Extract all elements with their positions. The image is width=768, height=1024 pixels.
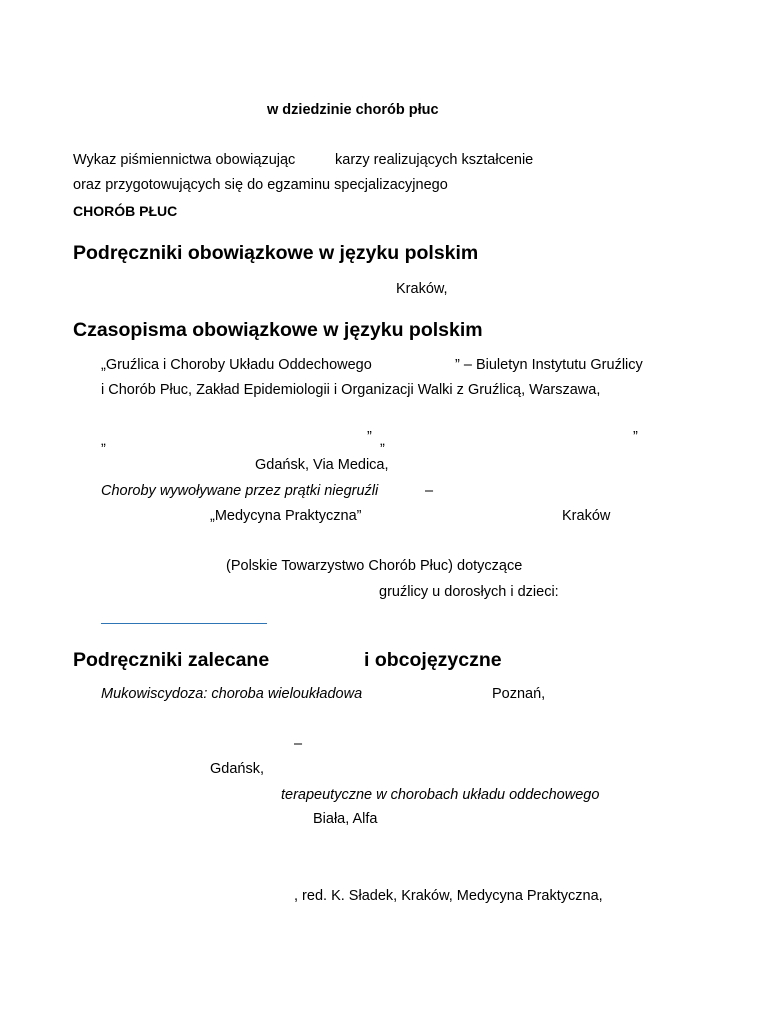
intro-line-1a: Wykaz piśmiennictwa obowiązując <box>73 152 296 168</box>
list-item-krakow: Kraków, <box>396 281 448 297</box>
list-item-gdansk-3: Gdańsk, <box>210 761 264 777</box>
intro-line-2: oraz przygotowujących się do egzaminu specjalizacyjnego <box>73 177 448 193</box>
quote-open-1: „ <box>101 433 106 449</box>
list-item-gruzlicy: gruźlicy u dorosłych i dzieci: <box>379 584 559 600</box>
list-item-sladek: , red. K. Sładek, Kraków, Medycyna Praktyczna, <box>294 888 603 904</box>
list-item-gruzlica-title: „Gruźlica i Choroby Układu Oddechowego <box>101 357 372 373</box>
dash-1: – <box>425 483 434 499</box>
section-heading-recommended-a: Podręczniki zalecane <box>73 649 270 671</box>
dash-2: – <box>294 736 303 752</box>
hyperlink-underline[interactable] <box>101 623 267 624</box>
list-item-choroby-pratki: Choroby wywoływane przez prątki niegruźli <box>101 483 379 499</box>
list-item-mukowiscydoza: Mukowiscydoza: choroba wieloukładowa <box>101 686 363 702</box>
list-item-krakow-2: Kraków <box>562 508 611 524</box>
quote-close-2: ” <box>633 429 638 445</box>
list-item-ptchp: (Polskie Towarzystwo Chorób Płuc) dotyczące <box>226 558 523 574</box>
list-item-biala-alfa: Biała, Alfa <box>313 811 378 827</box>
list-item-gruzlica-line2: i Chorób Płuc, Zakład Epidemiologii i Organizacji Walki z Gruźlicą, Warszawa, <box>101 382 601 398</box>
list-item-gdansk-via-medica: Gdańsk, Via Medica, <box>255 457 389 473</box>
section-heading-required-textbooks: Podręczniki obowiązkowe w języku polskim <box>73 242 479 264</box>
document-subtitle: w dziedzinie chorób płuc <box>267 102 439 118</box>
section-heading-required-journals: Czasopisma obowiązkowe w języku polskim <box>73 319 483 341</box>
intro-line-3: CHORÓB PŁUC <box>73 203 178 219</box>
list-item-gruzlica-rest: ” – Biuletyn Instytutu Gruźlicy <box>455 357 643 373</box>
list-item-terapeutyczne: terapeutyczne w chorobach układu oddechowego <box>281 787 600 803</box>
list-item-poznan: Poznań, <box>492 686 546 702</box>
list-item-medycyna-praktyczna: „Medycyna Praktyczna” <box>210 508 362 524</box>
section-heading-recommended-b: i obcojęzyczne <box>364 649 502 671</box>
intro-line-1b: karzy realizujących kształcenie <box>335 152 534 168</box>
quote-close-1: ” <box>367 429 372 445</box>
quote-open-2: „ <box>380 433 385 449</box>
